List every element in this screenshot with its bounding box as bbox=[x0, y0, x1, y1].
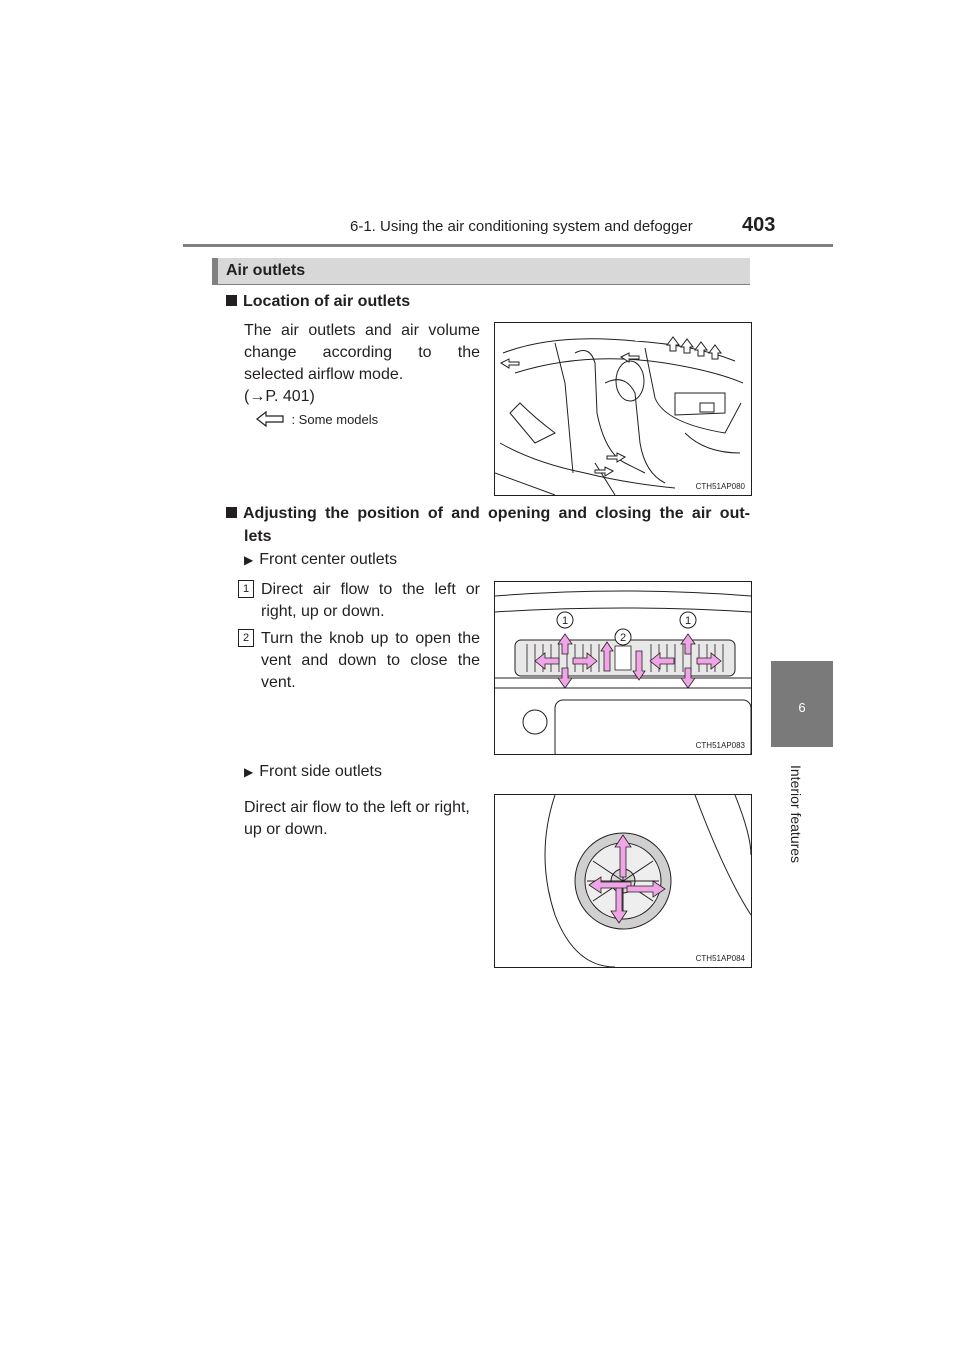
section-bar-accent bbox=[212, 258, 218, 285]
location-heading-text: Location of air outlets bbox=[243, 293, 411, 310]
legend bbox=[255, 410, 378, 428]
item-1-number: 1 bbox=[238, 579, 254, 598]
location-line-3: selected airflow mode. bbox=[244, 366, 404, 383]
side-line-2: up or down. bbox=[244, 821, 328, 838]
figure-center-vents bbox=[494, 581, 752, 755]
adjusting-heading-line-1 bbox=[226, 502, 750, 525]
figure-code: CTH51AP084 bbox=[695, 954, 745, 963]
side-outlets-label bbox=[244, 761, 382, 783]
chapter-title: 6-1. Using the air conditioning system and defogger bbox=[350, 218, 693, 235]
item-2-line-3: vent. bbox=[261, 674, 296, 691]
side-line-1: Direct air flow to the left or right, bbox=[244, 799, 470, 816]
item-2-line-1: Turn the knob up to open the bbox=[261, 630, 480, 647]
side-vent-illustration bbox=[495, 795, 751, 967]
item-1-line-2: right, up or down. bbox=[261, 603, 385, 620]
figure-cabin bbox=[494, 322, 752, 496]
center-outlets-text: Front center outlets bbox=[259, 551, 398, 568]
callout-1-left: 1 bbox=[561, 615, 569, 627]
adjusting-heading-text: Adjusting the position of and opening and closing the air out- bbox=[243, 505, 750, 522]
location-heading bbox=[226, 290, 410, 313]
triangle-bullet-icon: ▶ bbox=[244, 553, 254, 567]
callout-2: 2 bbox=[619, 632, 627, 644]
cabin-illustration bbox=[495, 323, 751, 495]
section-title: Air outlets bbox=[226, 262, 306, 279]
location-line-1: The air outlets and air volume bbox=[244, 322, 480, 339]
legend-text: : Some models bbox=[291, 411, 379, 427]
square-bullet-icon bbox=[226, 507, 237, 518]
arrow-left-icon bbox=[255, 410, 285, 428]
square-bullet-icon bbox=[226, 295, 237, 306]
adjusting-heading-line-2: lets bbox=[244, 528, 272, 545]
item-2-line-2: vent and down to close the bbox=[261, 652, 480, 669]
page-number: 403 bbox=[742, 214, 776, 236]
side-outlets-text: Front side outlets bbox=[259, 763, 382, 780]
figure-side-vent bbox=[494, 794, 752, 968]
header-divider bbox=[183, 244, 833, 247]
figure-code: CTH51AP083 bbox=[695, 741, 745, 750]
center-vents-illustration bbox=[495, 582, 751, 754]
center-outlets-label bbox=[244, 549, 397, 571]
triangle-bullet-icon: ▶ bbox=[244, 765, 254, 779]
location-line-2: change according to the bbox=[244, 344, 480, 361]
location-ref: (→P. 401) bbox=[244, 388, 315, 405]
chapter-tab-number: 6 bbox=[798, 700, 806, 715]
chapter-tab-label: Interior features bbox=[788, 765, 804, 864]
callout-1-right: 1 bbox=[684, 615, 692, 627]
figure-code: CTH51AP080 bbox=[695, 482, 745, 491]
item-2-number: 2 bbox=[238, 628, 254, 647]
item-1-line-1: Direct air flow to the left or bbox=[261, 581, 480, 598]
